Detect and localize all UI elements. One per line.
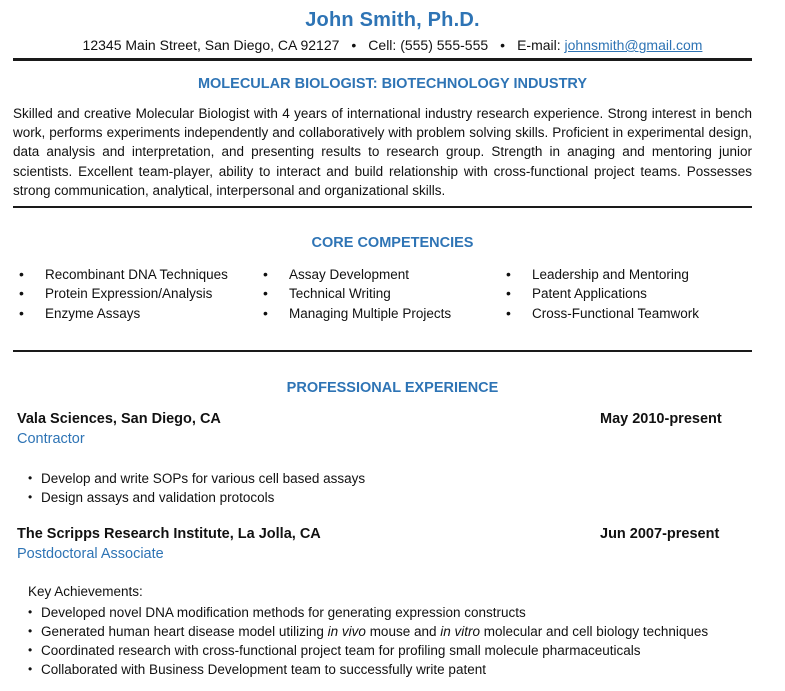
experience-title: PROFESSIONAL EXPERIENCE bbox=[286, 380, 499, 396]
job-2-employer: The Scripps Research Institute, La Jolla, CA bbox=[17, 526, 321, 542]
email-link[interactable]: johnsmith@gmail.com bbox=[564, 37, 703, 53]
competency-item: • Patent Applications bbox=[500, 284, 699, 303]
competency-item: • Managing Multiple Projects bbox=[257, 304, 451, 323]
job-1-employer: Vala Sciences, San Diego, CA bbox=[17, 411, 221, 427]
job-bullet: • Developed novel DNA modification methods for generating expression constructs bbox=[28, 603, 708, 622]
bullet-text: Generated human heart disease model utilizing bbox=[41, 624, 328, 639]
bullet-text: mouse and bbox=[365, 624, 441, 639]
bullet-text: molecular and cell biology techniques bbox=[480, 624, 709, 639]
competency-item: • Leadership and Mentoring bbox=[500, 265, 699, 284]
competency-item: • Enzyme Assays bbox=[13, 304, 228, 323]
job-bullet: • Coordinated research with cross-functional project team for profiling small molecule pharmaceuticals bbox=[28, 641, 708, 660]
job-bullet: • Develop and write SOPs for various cell based assays bbox=[28, 469, 365, 488]
competencies-column-2 bbox=[257, 265, 451, 323]
contact-line bbox=[0, 37, 785, 53]
competencies-divider bbox=[13, 350, 752, 352]
competencies-title: CORE COMPETENCIES bbox=[311, 235, 474, 251]
email-label: E-mail: bbox=[517, 37, 565, 53]
competencies-column-1 bbox=[13, 265, 228, 323]
separator-bullet: • bbox=[351, 37, 357, 53]
competency-item: • Cross-Functional Teamwork bbox=[500, 304, 699, 323]
competencies-column-3 bbox=[500, 265, 699, 323]
job-bullet: • Design assays and validation protocols bbox=[28, 488, 365, 507]
bullet-italic-text: in vitro bbox=[440, 624, 480, 639]
address: 12345 Main Street, San Diego, CA 92127 bbox=[82, 37, 340, 53]
job-bullet: • Collaborated with Business Development team to successfully write patent bbox=[28, 660, 708, 679]
job-2-dates: Jun 2007-present bbox=[600, 526, 720, 542]
cell-phone: Cell: (555) 555-555 bbox=[368, 37, 489, 53]
job-bullet bbox=[28, 622, 708, 641]
separator-bullet: • bbox=[500, 37, 506, 53]
professional-summary: Skilled and creative Molecular Biologist with 4 years of international industry research experience. Strong interest in bench work, performs experiments independently and collaboratively with problem solving skills. Proficient in experimental design, data analysis and interpretation, and presenting results to research group. Strength in anaging and mentoring junior scientists. Excellent team-player, ability to interact and build relationship with cross-functional project teams. Possesses strong communication, analytical, interpersonal and organizational skills. bbox=[13, 106, 752, 198]
key-achievements-label: Key Achievements: bbox=[28, 584, 143, 599]
competency-item: • Recombinant DNA Techniques bbox=[13, 265, 228, 284]
job-2-bullets bbox=[28, 603, 708, 679]
candidate-name: John Smith, Ph.D. bbox=[305, 9, 480, 31]
job-1-role: Contractor bbox=[17, 431, 85, 447]
job-1-dates: May 2010-present bbox=[600, 411, 722, 427]
bullet-italic-text: in vivo bbox=[327, 624, 366, 639]
competency-item: • Technical Writing bbox=[257, 284, 451, 303]
competency-item: • Protein Expression/Analysis bbox=[13, 284, 228, 303]
header-divider bbox=[13, 58, 752, 61]
job-2-role: Postdoctoral Associate bbox=[17, 546, 164, 562]
job-1-bullets bbox=[28, 469, 365, 507]
competency-item: • Assay Development bbox=[257, 265, 451, 284]
summary-divider bbox=[13, 206, 752, 208]
objective-title: MOLECULAR BIOLOGIST: BIOTECHNOLOGY INDUSTRY bbox=[197, 76, 588, 92]
